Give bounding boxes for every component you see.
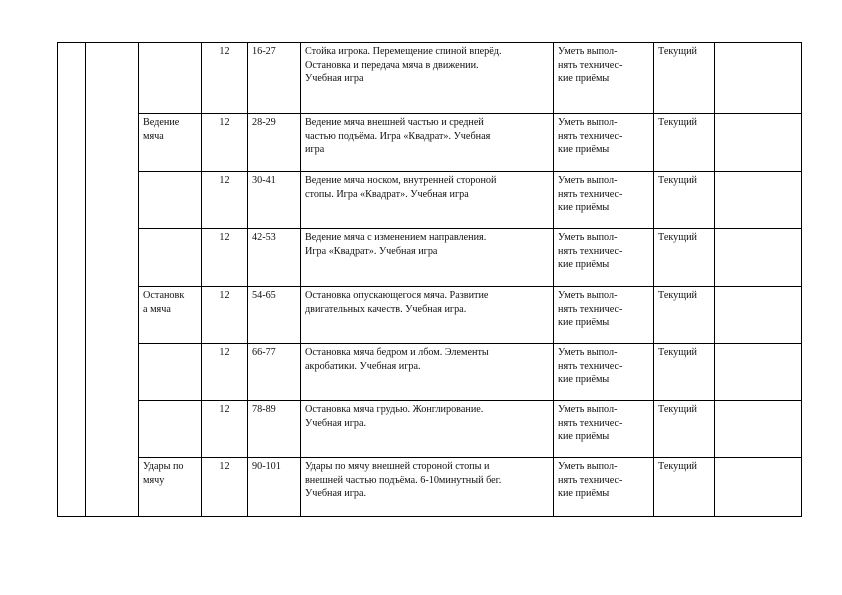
- note-cell: [715, 229, 802, 287]
- lessons-cell: 54-65: [248, 287, 301, 344]
- content-cell: Ведение мяча с изменением направления. Игра «Квадрат». Учебная игра: [301, 229, 554, 287]
- lessons-cell: 90-101: [248, 458, 301, 517]
- table-row: [58, 458, 802, 517]
- content-cell: Остановка мяча грудью. Жонглирование. Учебная игра.: [301, 401, 554, 458]
- requirements-cell: Уметь выпол- нять техничес- кие приёмы: [554, 229, 654, 287]
- hours-cell: 12: [202, 114, 248, 172]
- table-row: [58, 229, 802, 287]
- requirements-cell: Уметь выпол- нять техничес- кие приёмы: [554, 114, 654, 172]
- note-cell: [715, 114, 802, 172]
- section-cell: [139, 401, 202, 458]
- section-cell: Ведение мяча: [139, 114, 202, 172]
- control-cell: Текущий: [654, 43, 715, 114]
- lesson-plan-table: [57, 42, 802, 517]
- lessons-cell: 28-29: [248, 114, 301, 172]
- control-cell: Текущий: [654, 114, 715, 172]
- control-cell: Текущий: [654, 287, 715, 344]
- note-cell: [715, 401, 802, 458]
- control-cell: Текущий: [654, 344, 715, 401]
- requirements-cell: Уметь выпол- нять техничес- кие приёмы: [554, 172, 654, 229]
- section-cell: Остановк а мяча: [139, 287, 202, 344]
- control-cell: Текущий: [654, 401, 715, 458]
- content-cell: Стойка игрока. Перемещение спиной вперёд. Остановка и передача мяча в движении. Учебная игра: [301, 43, 554, 114]
- hours-cell: 12: [202, 458, 248, 517]
- content-cell: Остановка мяча бедром и лбом. Элементы акробатики. Учебная игра.: [301, 344, 554, 401]
- requirements-cell: Уметь выпол- нять техничес- кие приёмы: [554, 344, 654, 401]
- hours-cell: 12: [202, 172, 248, 229]
- section-cell: [139, 43, 202, 114]
- table-row: [58, 172, 802, 229]
- hours-cell: 12: [202, 287, 248, 344]
- note-cell: [715, 344, 802, 401]
- control-cell: Текущий: [654, 229, 715, 287]
- table-row: [58, 43, 802, 114]
- blank-column-2: [86, 43, 139, 517]
- lessons-cell: 30-41: [248, 172, 301, 229]
- content-cell: Ведение мяча внешней частью и средней частью подъёма. Игра «Квадрат». Учебная игра: [301, 114, 554, 172]
- table-row: [58, 401, 802, 458]
- control-cell: Текущий: [654, 172, 715, 229]
- hours-cell: 12: [202, 43, 248, 114]
- section-cell: Удары по мячу: [139, 458, 202, 517]
- section-cell: [139, 344, 202, 401]
- control-cell: Текущий: [654, 458, 715, 517]
- lessons-cell: 16-27: [248, 43, 301, 114]
- note-cell: [715, 458, 802, 517]
- table-row: [58, 344, 802, 401]
- lessons-cell: 66-77: [248, 344, 301, 401]
- table-row: [58, 287, 802, 344]
- table-row: [58, 114, 802, 172]
- content-cell: Ведение мяча носком, внутренней стороной стопы. Игра «Квадрат». Учебная игра: [301, 172, 554, 229]
- lessons-cell: 42-53: [248, 229, 301, 287]
- section-cell: [139, 172, 202, 229]
- note-cell: [715, 43, 802, 114]
- blank-column-1: [58, 43, 86, 517]
- requirements-cell: Уметь выпол- нять техничес- кие приёмы: [554, 458, 654, 517]
- content-cell: Удары по мячу внешней стороной стопы и внешней частью подъёма. 6-10минутный бег. Учебная игра.: [301, 458, 554, 517]
- note-cell: [715, 287, 802, 344]
- section-cell: [139, 229, 202, 287]
- requirements-cell: Уметь выпол- нять техничес- кие приёмы: [554, 401, 654, 458]
- content-cell: Остановка опускающегося мяча. Развитие двигательных качеств. Учебная игра.: [301, 287, 554, 344]
- requirements-cell: Уметь выпол- нять техничес- кие приёмы: [554, 43, 654, 114]
- hours-cell: 12: [202, 229, 248, 287]
- note-cell: [715, 172, 802, 229]
- hours-cell: 12: [202, 401, 248, 458]
- lessons-cell: 78-89: [248, 401, 301, 458]
- hours-cell: 12: [202, 344, 248, 401]
- requirements-cell: Уметь выпол- нять техничес- кие приёмы: [554, 287, 654, 344]
